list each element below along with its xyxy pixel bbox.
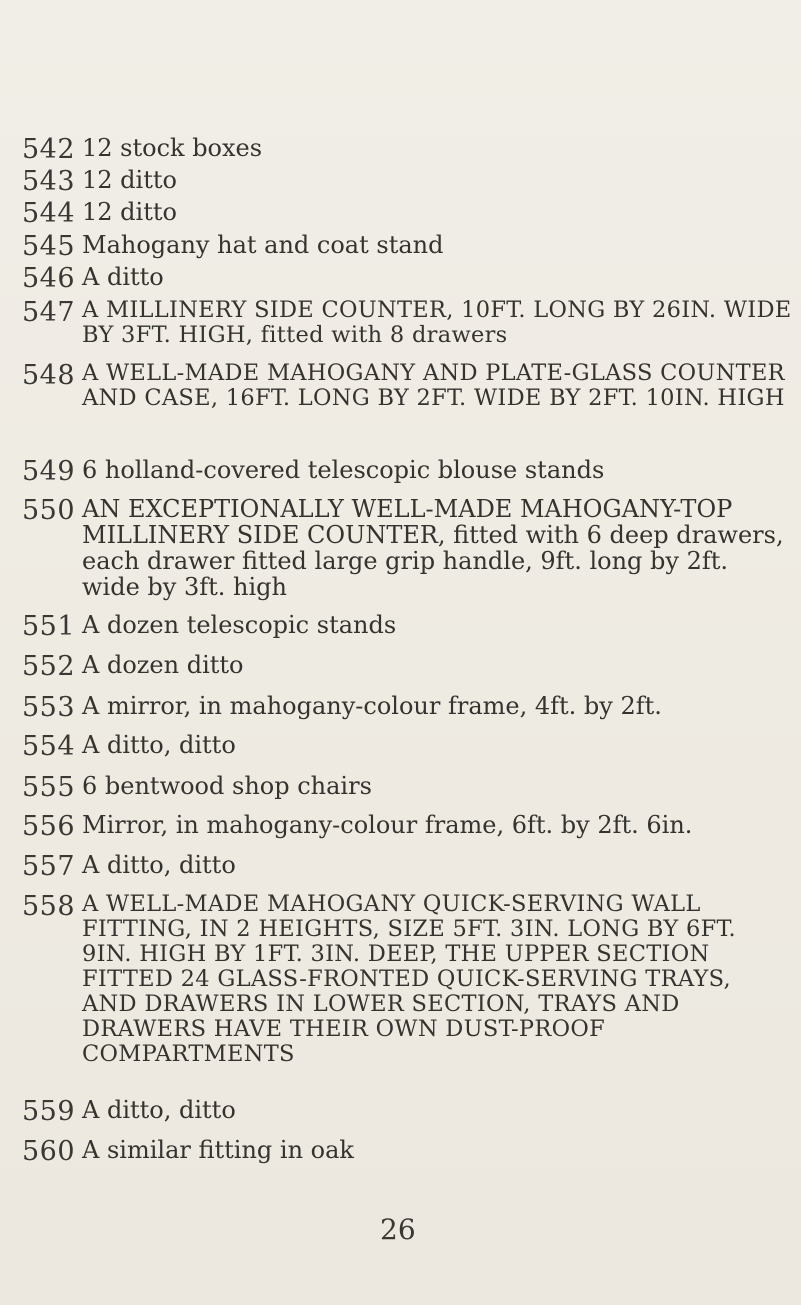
lot-description: A dozen ditto (82, 651, 244, 679)
lot-description: Mirror, in mahogany-colour frame, 6ft. by 2ft. 6in. (82, 811, 693, 839)
lot-description: A ditto, ditto (82, 851, 236, 879)
lot-number: 543 (22, 166, 76, 197)
lot-description: AN EXCEPTIONALLY WELL-MADE MAHOGANY-TOP MILLINERY SIDE COUNTER, fitted with 6 deep drawers, each drawer fitted large grip handle, 9ft. long by 2ft. wide by 3ft. high (82, 495, 784, 601)
lot-description: 6 holland-covered telescopic blouse stands (82, 456, 605, 484)
lot-description: 12 ditto (82, 198, 177, 226)
lot-number: 545 (22, 231, 76, 262)
lot-number: 559 (22, 1096, 76, 1127)
lot-description: A WELL-MADE MAHOGANY QUICK-SERVING WALL FITTING, IN 2 HEIGHTS, SIZE 5FT. 3IN. LONG BY 6FT. 9IN. HIGH BY 1FT. 3IN. DEEP, THE UPPER SECTION FITTED 24 GLASS-FRONTED QUICK-SERVING TRAYS, AND DRAWERS IN LOWER SECTION, TRAYS AND DRAWERS HAVE THEIR OWN DUST-PROOF COMPARTMENTS (82, 891, 736, 1067)
lot-number: 553 (22, 692, 76, 723)
lot-description: 12 stock boxes (82, 134, 263, 162)
lot-description: A ditto, ditto (82, 731, 236, 759)
lot-description: 6 bentwood shop chairs (82, 772, 372, 800)
lot-description: A MILLINERY SIDE COUNTER, 10FT. LONG BY 26IN. WIDE BY 3FT. HIGH, fitted with 8 drawers (82, 297, 792, 348)
lot-description: A mirror, in mahogany-colour frame, 4ft. by 2ft. (82, 692, 662, 720)
lot-number: 546 (22, 263, 76, 294)
lot-number: 555 (22, 772, 76, 803)
lot-description: A dozen telescopic stands (82, 611, 397, 639)
lot-number: 557 (22, 851, 76, 882)
lot-number: 542 (22, 134, 76, 165)
lot-number: 558 (22, 891, 76, 922)
lot-number: 548 (22, 360, 76, 391)
lot-description: Mahogany hat and coat stand (82, 231, 444, 259)
lot-number: 550 (22, 495, 76, 526)
lot-description: A ditto (82, 263, 164, 291)
lot-description: 12 ditto (82, 166, 177, 194)
lot-number: 544 (22, 198, 76, 229)
lot-number: 560 (22, 1136, 76, 1167)
lot-number: 556 (22, 811, 76, 842)
lot-number: 551 (22, 611, 76, 642)
lot-description: A similar fitting in oak (82, 1136, 354, 1164)
lot-number: 547 (22, 297, 76, 328)
lot-number: 549 (22, 456, 76, 487)
lot-description: A ditto, ditto (82, 1096, 236, 1124)
lot-number: 554 (22, 731, 76, 762)
page-number: 26 (380, 1213, 416, 1246)
lot-number: 552 (22, 651, 76, 682)
lot-description: A WELL-MADE MAHOGANY AND PLATE-GLASS COUNTER AND CASE, 16FT. LONG BY 2FT. WIDE BY 2FT. 10IN. HIGH (82, 360, 785, 411)
